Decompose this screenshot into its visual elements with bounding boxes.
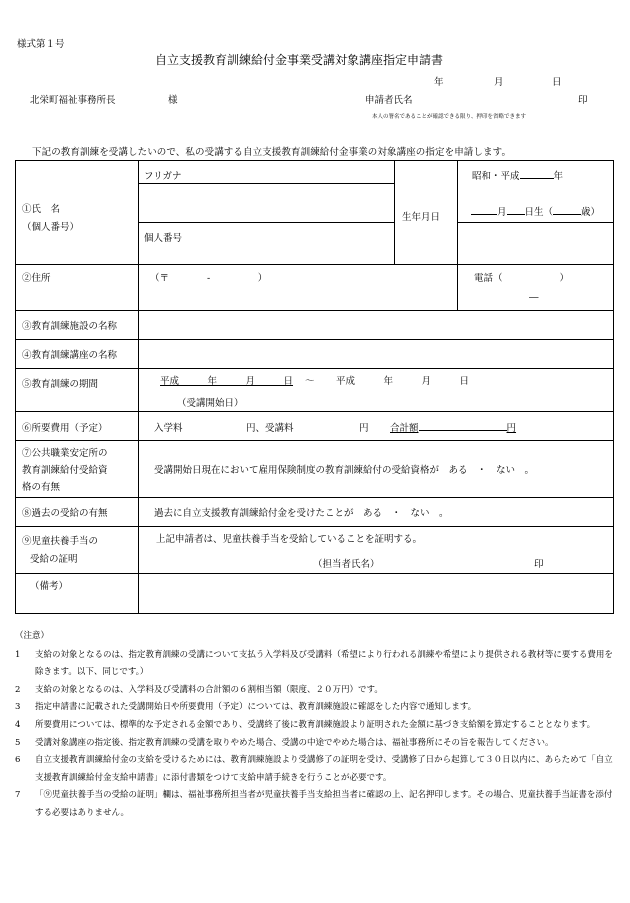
name-label: ①氏 名: [22, 204, 61, 215]
row-line: [16, 264, 613, 265]
address-label: ②住所: [22, 273, 51, 284]
row-line: [16, 526, 613, 527]
period-to[interactable]: 平成 年 月 日: [336, 376, 470, 387]
phone-divider: [457, 264, 458, 310]
child-allowance-label-1: ⑨児童扶養手当の: [22, 536, 99, 547]
notes-heading: （注意）: [15, 631, 50, 641]
signature-note: 本人の署名であることが確認できる限り、押印を省略できます: [372, 114, 527, 120]
phone-label[interactable]: 電話（ ）: [474, 273, 570, 284]
row-line: [16, 573, 613, 574]
row-line: [16, 339, 613, 340]
note-text: 支給の対象となるのは、入学料及び受講料の合計額の６割相当額（限度、２０万円）です。: [35, 684, 383, 695]
row-line: [16, 368, 613, 369]
note-item: [15, 735, 620, 753]
eligibility-text[interactable]: 受講開始日現在において雇用保険制度の教育訓練給付の受給資格が ある ・ ない 。: [154, 465, 535, 476]
postal-code[interactable]: （〒 - ）: [150, 273, 268, 284]
birth-day-label: 日生（: [524, 207, 554, 218]
notes-section: [15, 628, 620, 823]
officer-seal: 印: [534, 559, 544, 570]
furigana-label: フリガナ: [144, 171, 182, 182]
past-receipt-label: ⑧過去の受給の有無: [22, 508, 108, 519]
eligibility-label-2: 教育訓練給付受給資: [22, 465, 108, 476]
birth-day-blank[interactable]: [507, 205, 525, 215]
period-label: ⑤教育訓練の期間: [22, 379, 99, 390]
note-item: [15, 752, 620, 787]
note-text: 指定申請書に記載された受講開始日や所要費用（予定）については、教育訓練施設に確認をした内容で通知します。: [35, 702, 477, 713]
birth-year-label: 年: [553, 171, 564, 182]
course-label: ④教育訓練講座の名称: [22, 350, 118, 361]
birth-month-blank[interactable]: [471, 205, 497, 215]
period-tilde: ～: [305, 376, 315, 387]
note-item: [15, 717, 620, 735]
note-text: 支給の対象となるのは、指定教育訓練の受講について支払う入学料及び受講料（希望により行われる訓練や希望により提供される教材等に要する費用を除きます。以下、同じです。）: [35, 649, 613, 678]
name-label-sub: （個人番号）: [22, 222, 80, 233]
birth-date-label: 生年月日: [402, 212, 441, 223]
period-from[interactable]: 平成 年 月 日: [160, 376, 294, 387]
note-item: [15, 647, 620, 682]
past-receipt-text[interactable]: 過去に自立支援教育訓練給付金を受けたことが ある ・ ない 。: [154, 508, 449, 519]
row-line: [16, 411, 613, 412]
addressee-suffix: 様: [168, 95, 178, 106]
note-text: 所要費用については、標準的な予定される金額であり、受講終了後に教育訓練施設より証明された金額に基づき支給額を算定することとなります。: [35, 719, 596, 730]
child-allowance-label-2: 受給の証明: [30, 554, 78, 565]
intro-text: 下記の教育訓練を受講したいので、私の受講する自立支援教育訓練給付金事業の対象講座の指定を申請します。: [32, 147, 512, 158]
birth-era: [472, 168, 563, 182]
birth-date-line: [471, 204, 600, 218]
application-form-table: [15, 160, 614, 614]
entrance-fee-label: 入学料: [154, 423, 183, 434]
date-month-label: 月: [494, 77, 504, 88]
officer-name-label: （担当者氏名）: [313, 559, 380, 570]
note-item: [15, 787, 620, 822]
course-field[interactable]: [144, 342, 609, 364]
furigana-divider: [138, 183, 394, 184]
individual-no-divider: [138, 222, 394, 223]
note-item: [15, 682, 620, 700]
name-field[interactable]: [148, 186, 388, 220]
age-label: 歳）: [581, 207, 601, 218]
page-title: 自立支援教育訓練給付金事業受講対象講座指定申請書: [155, 53, 444, 67]
note-text: 自立支援教育訓練給付金の支給を受けるためには、教育訓練施設より受講修了の証明を受け、受講修了日から起算して３０日以内に、あらためて「自立支援教育訓練給付金支給申請書」に添付書類をつけて支給申請手続きを行うことが必要です。: [35, 755, 613, 783]
child-allowance-text: 上記申請者は、児童扶養手当を受給していることを証明する。: [156, 534, 423, 545]
note-number: 3: [15, 702, 21, 713]
note-number: 4: [15, 719, 21, 730]
birth-year-blank[interactable]: [520, 169, 554, 179]
note-number: 5: [15, 737, 21, 748]
period-start-note: （受講開始日）: [177, 398, 244, 409]
label-column-divider: [138, 161, 139, 613]
birth-column-left-divider: [394, 161, 395, 264]
total-label: 合計額: [390, 423, 419, 434]
birth-era-text: 昭和・平成: [472, 171, 520, 182]
addressee: 北栄町福祉事務所長: [30, 95, 116, 106]
individual-no-label: 個人番号: [144, 233, 183, 244]
date-year-label: 年: [434, 77, 444, 88]
eligibility-label-3: 格の有無: [22, 482, 61, 493]
applicant-name-label: 申請者氏名: [365, 95, 413, 106]
remarks-label: （備考）: [30, 581, 69, 592]
age-blank[interactable]: [553, 205, 581, 215]
facility-label: ③教育訓練施設の名称: [22, 321, 118, 332]
total-blank[interactable]: [419, 421, 507, 431]
eligibility-label-1: ⑦公共職業安定所の: [22, 448, 108, 459]
phone-dash: ―: [529, 292, 539, 303]
total-amount[interactable]: [390, 420, 516, 434]
tuition-yen: 円: [359, 423, 369, 434]
row-line: [16, 310, 613, 311]
note-text: 受講対象講座の指定後、指定教育訓練の受講を取りやめた場合、受講の中途でやめた場合は、福祉事務所にその旨を報告してください。: [35, 737, 554, 748]
total-yen: 円: [506, 423, 517, 434]
tuition-label: 円、受講料: [246, 423, 294, 434]
birth-month-label: 月: [497, 207, 507, 218]
remarks-field[interactable]: [144, 577, 609, 609]
note-number: 7: [15, 790, 21, 801]
applicant-seal: 印: [578, 95, 588, 106]
birth-column-right-divider: [457, 161, 458, 264]
date-day-label: 日: [552, 77, 562, 88]
birth-divider: [457, 222, 613, 223]
row-line: [16, 497, 613, 498]
individual-no-field[interactable]: [148, 243, 388, 261]
note-number: 6: [15, 755, 21, 766]
form-number: 様式第１号: [17, 39, 65, 50]
facility-field[interactable]: [144, 313, 609, 335]
note-text: 「⑨児童扶養手当の受給の証明」欄は、福祉事務所担当者が児童扶養手当支給担当者に確認の上、記名押印します。その場合、児童扶養手当証書を添付する必要はありません。: [35, 790, 613, 818]
row-line: [16, 440, 613, 441]
note-number: 2: [15, 684, 21, 695]
cost-label: ⑥所要費用（予定）: [22, 423, 108, 434]
note-item: [15, 699, 620, 717]
note-number: 1: [15, 649, 21, 660]
